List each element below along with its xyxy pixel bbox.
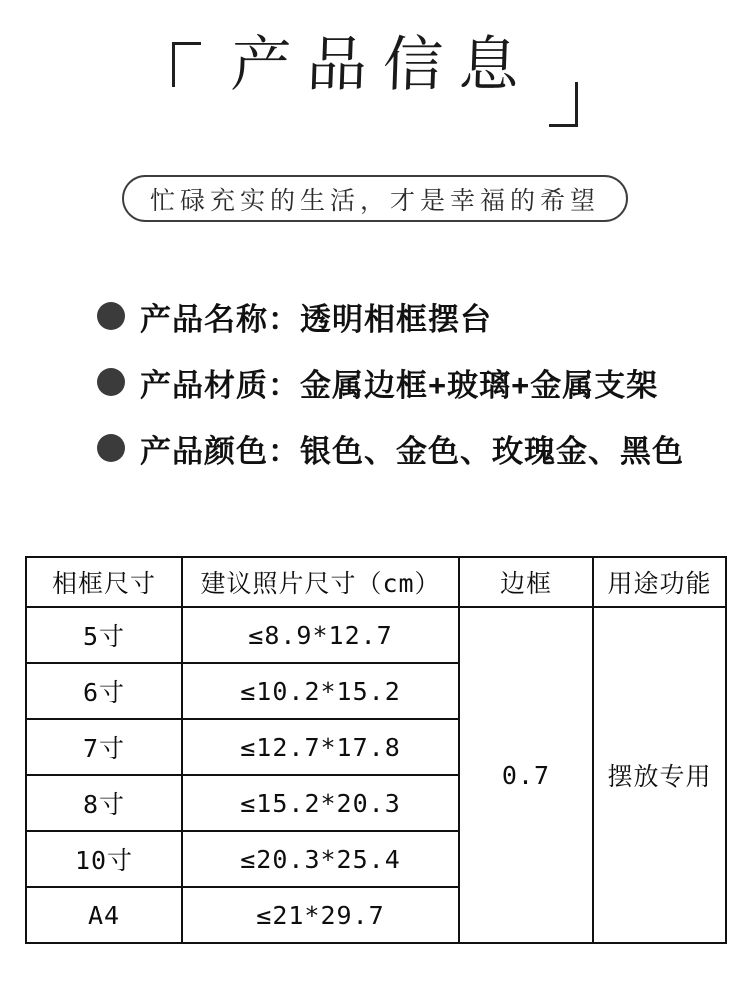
cell-photo: ≤21*29.7 [182,887,459,943]
cell-photo: ≤8.9*12.7 [182,607,459,663]
table-header-row [26,557,726,607]
page-title [0,30,750,127]
cell-size: 8寸 [26,775,182,831]
product-color-text: 产品颜色：银色、金色、玫瑰金、黑色 [140,433,684,469]
product-name-text: 产品名称：透明相框摆台 [140,301,492,337]
cell-size: 6寸 [26,663,182,719]
bullet-dot-icon [97,302,125,330]
table-row [26,607,726,663]
slogan-text: 忙碌充实的生活，才是幸福的希望 [149,186,601,215]
bullet-dot-icon [97,434,125,462]
slogan-pill [122,175,628,222]
cell-usage-merged: 摆放专用 [593,607,726,943]
list-item [97,365,684,403]
cell-photo: ≤15.2*20.3 [182,775,459,831]
cell-size: A4 [26,887,182,943]
cell-photo: ≤10.2*15.2 [182,663,459,719]
cell-border-merged: 0.7 [459,607,593,943]
header-usage: 用途功能 [593,557,726,607]
corner-bracket-open-icon [172,42,201,87]
cell-photo: ≤12.7*17.8 [182,719,459,775]
header-frame-size: 相框尺寸 [26,557,182,607]
header-border: 边框 [459,557,593,607]
product-attributes-list [97,299,684,497]
product-material-text: 产品材质：金属边框+玻璃+金属支架 [140,367,659,403]
list-item [97,299,684,337]
cell-photo: ≤20.3*25.4 [182,831,459,887]
cell-size: 5寸 [26,607,182,663]
page-title-text: 产品信息 [229,31,537,98]
header-photo-size: 建议照片尺寸（cm） [182,557,459,607]
bullet-dot-icon [97,368,125,396]
size-spec-table [25,556,727,944]
list-item [97,431,684,469]
cell-size: 10寸 [26,831,182,887]
cell-size: 7寸 [26,719,182,775]
corner-bracket-close-icon [549,82,578,127]
